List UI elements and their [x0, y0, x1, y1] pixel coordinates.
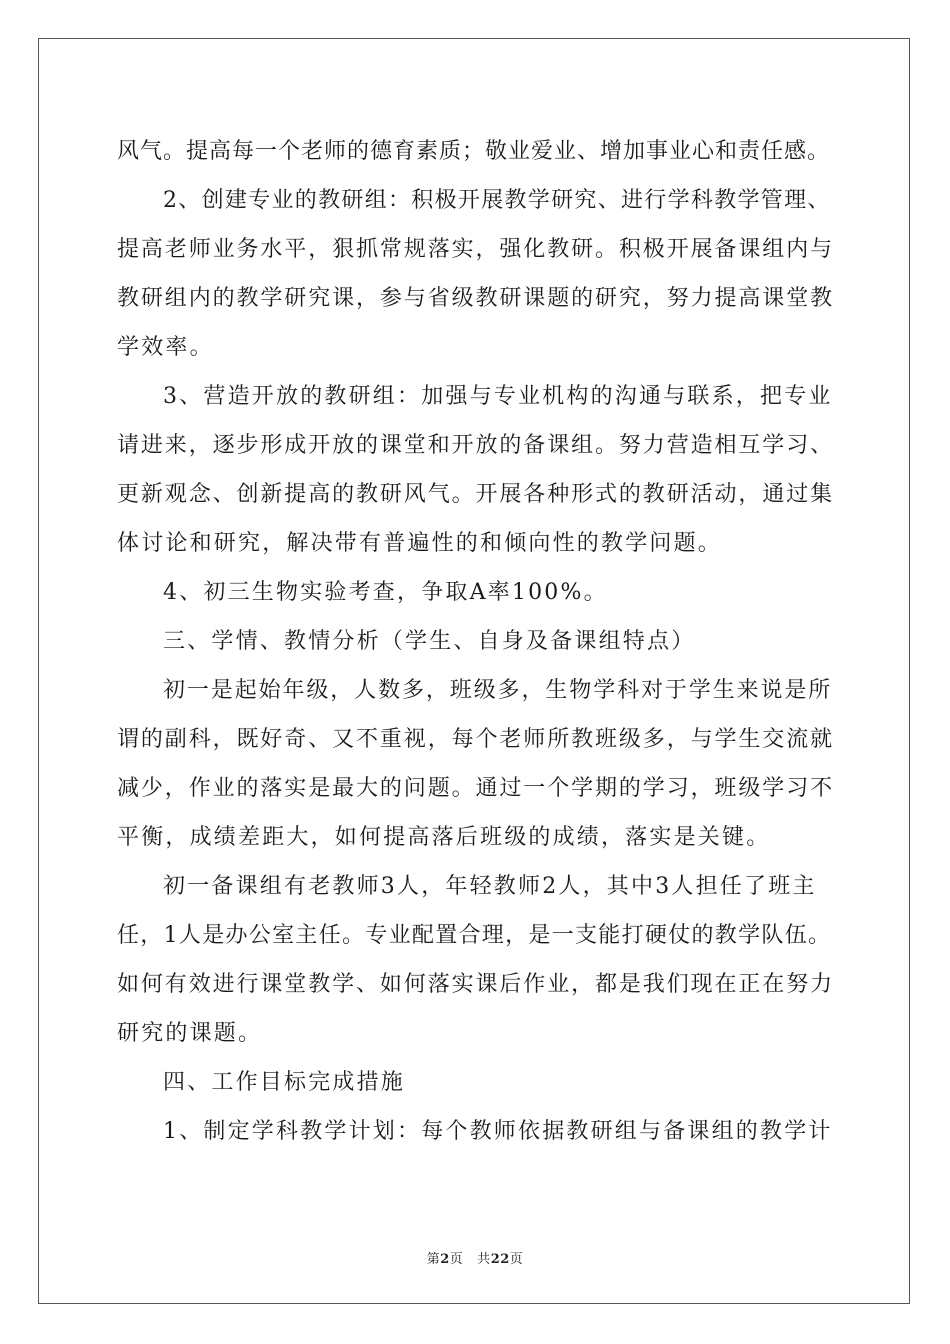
text-line: 减少，作业的落实是最大的问题。通过一个学期的学习，班级学习不: [117, 776, 835, 801]
text-line: 学效率。: [117, 335, 214, 360]
text-line: 初一是起始年级，人数多，班级多，生物学科对于学生来说是所: [163, 678, 833, 703]
text-line: 4、初三生物实验考查，争取A率100%。: [163, 580, 608, 605]
text-line: 谓的副科，既好奇、又不重视，每个老师所教班级多，与学生交流就: [117, 727, 835, 752]
footer-prefix: 第: [426, 1252, 441, 1267]
text-line: 2、创建专业的教研组：积极开展教学研究、进行学科教学管理、: [163, 188, 831, 213]
text-line: 提高老师业务水平，狠抓常规落实，强化教研。积极开展备课组内与: [117, 237, 835, 262]
text-line: 1、制定学科教学计划：每个教师依据教研组与备课组的教学计: [163, 1119, 833, 1144]
text-line: 任，1人是办公室主任。专业配置合理，是一支能打硬仗的教学队伍。: [117, 923, 832, 948]
text-line: 教研组内的教学研究课，参与省级教研课题的研究，努力提高课堂教: [117, 286, 835, 311]
text-line: 风气。提高每一个老师的德育素质；敬业爱业、增加事业心和责任感。: [117, 139, 831, 164]
total-pages-number: 22: [490, 1252, 510, 1267]
document-body: [117, 127, 837, 1156]
text-line: 3、营造开放的教研组：加强与专业机构的沟通与联系，把专业: [163, 384, 833, 409]
current-page-number: 2: [440, 1252, 450, 1267]
text-line: 体讨论和研究，解决带有普遍性的和倾向性的教学问题。: [117, 531, 723, 556]
page-footer: [0, 1248, 950, 1267]
section-heading: 三、学情、教情分析（学生、自身及备课组特点）: [163, 629, 696, 654]
text-line: 如何有效进行课堂教学、如何落实课后作业，都是我们现在正在努力: [117, 972, 835, 997]
footer-total-suffix: 页: [509, 1252, 524, 1267]
text-line: 研究的课题。: [117, 1021, 263, 1046]
footer-page-suffix: 页: [449, 1252, 464, 1267]
text-line: 平衡，成绩差距大，如何提高落后班级的成绩，落实是关键。: [117, 825, 771, 850]
footer-total-prefix: 共: [477, 1252, 491, 1267]
section-heading: 四、工作目标完成措施: [163, 1070, 406, 1095]
text-line: 初一备课组有老教师3人，年轻教师2人，其中3人担任了班主: [163, 874, 817, 899]
text-line: 更新观念、创新提高的教研风气。开展各种形式的教研活动，通过集: [117, 482, 835, 507]
text-line: 请进来，逐步形成开放的课堂和开放的备课组。努力营造相互学习、: [117, 433, 835, 458]
